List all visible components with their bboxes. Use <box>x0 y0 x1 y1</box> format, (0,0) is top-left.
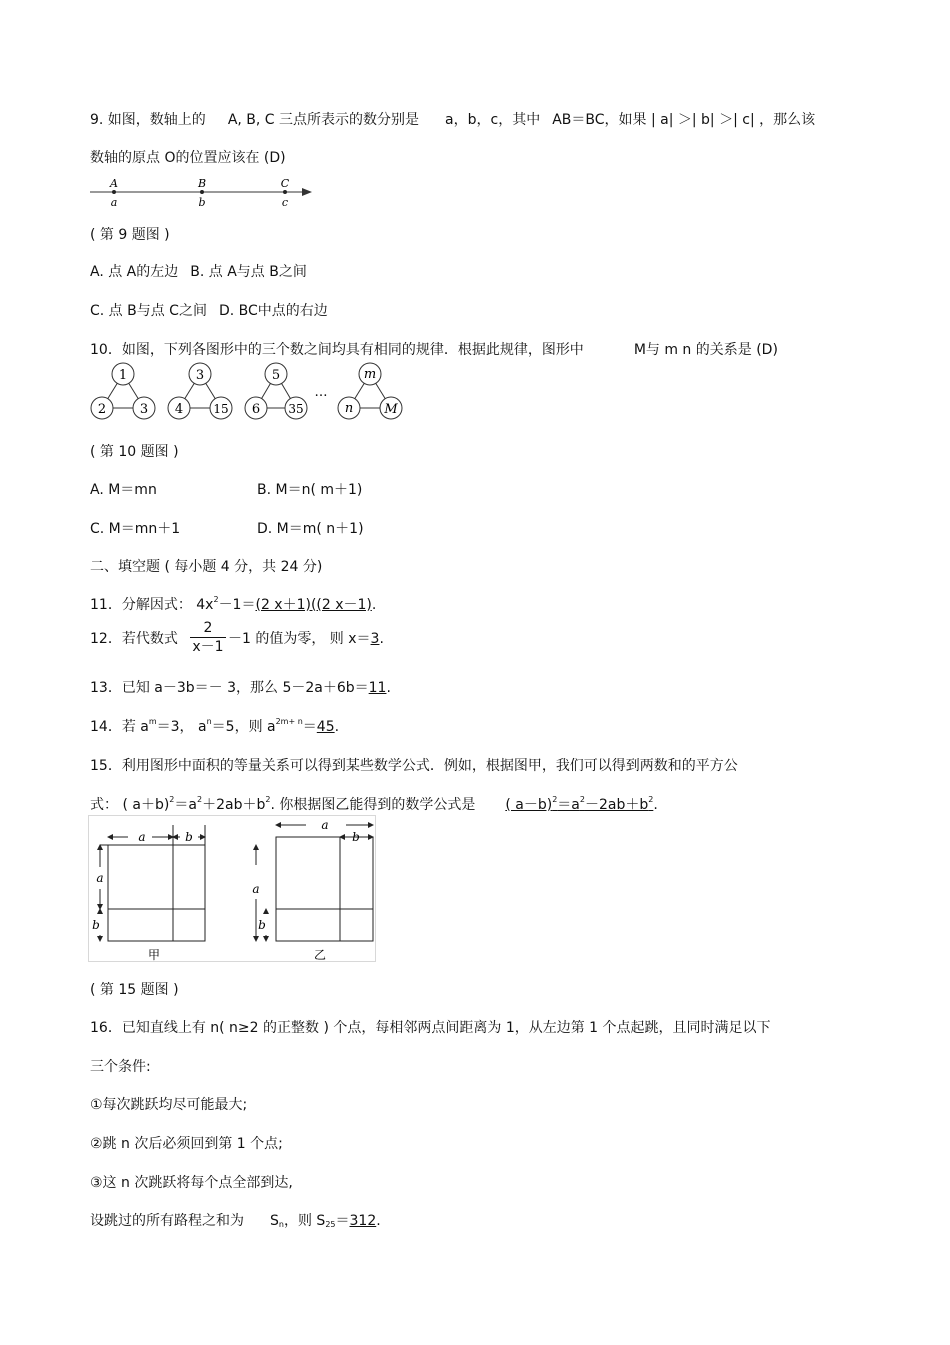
q16-l6b-sub: n <box>278 1220 284 1229</box>
q10-text-b: M与 m n 的关系是 (D) <box>633 342 778 358</box>
yi-label-a-top: a <box>321 818 329 832</box>
q10-figure-4 <box>338 363 402 419</box>
q14-suffix: . <box>334 719 340 735</box>
q10-figure-3 <box>245 363 307 419</box>
q16-suffix: . <box>376 1213 381 1229</box>
q15-caption: ( 第 15 题图 ) <box>90 982 179 998</box>
q11-mid: －1＝ <box>218 597 256 613</box>
q12-numerator: 2 <box>203 620 213 636</box>
q10-text <box>90 340 778 360</box>
fig1-top: 1 <box>118 368 128 383</box>
q16-line2: 三个条件: <box>90 1059 151 1075</box>
figure-jia <box>92 825 205 962</box>
fig3-left: 6 <box>251 402 261 417</box>
q11-prefix: 11．分解因式： 4x <box>90 597 214 613</box>
fig1-left: 2 <box>97 402 107 417</box>
jia-label-a-top: a <box>138 830 146 844</box>
q15-answer <box>505 797 653 813</box>
value-label-b: b <box>198 196 206 209</box>
q12-suffix: . <box>379 631 384 647</box>
fig3-top: 5 <box>271 368 281 383</box>
q15-figure <box>88 815 378 965</box>
q10-option-d: D. M＝m( n＋1) <box>257 521 364 537</box>
q15-l2b: ＝a <box>174 797 197 813</box>
value-label-c: c <box>281 196 289 209</box>
q13-suffix: . <box>386 680 391 696</box>
q13-prefix: 13．已知 a－3b＝－ 3，那么 5－2a＋6b＝ <box>90 680 369 696</box>
q14-s1: m <box>148 717 157 726</box>
q15-l2a: 式： ( a＋b) <box>90 797 170 813</box>
q16-line1: 16．已知直线上有 n( n≥2 的正整数 ) 个点，每相邻两点间距离为 1，从左边第 1 个点起跳，且同时满足以下 <box>90 1020 771 1036</box>
q16-condition-2: ②跳 n 次后必须回到第 1 个点; <box>90 1136 283 1152</box>
q10-figure-2 <box>168 363 232 419</box>
q9-text-a: 9. 如图，数轴上的 <box>90 112 206 128</box>
yi-label-b-left: b <box>258 918 266 932</box>
figure-yi <box>252 818 373 962</box>
point-a-dot <box>112 190 116 194</box>
q15-ans-sup-3: 2 <box>648 795 654 804</box>
q16-l6b: S <box>270 1213 279 1229</box>
q9-option-b: B. 点 A与点 B之间 <box>190 264 307 280</box>
q15-sup-2: 2 <box>196 795 203 804</box>
q12-fraction <box>190 619 226 656</box>
fig2-right: 15 <box>213 402 229 416</box>
q12-mid: －1 的值为零， 则 x＝ <box>228 631 371 647</box>
q14-s3: 2m+ n <box>275 717 303 726</box>
q15-line2 <box>90 795 658 815</box>
fig4-left: n <box>344 401 354 416</box>
q12-rest <box>228 629 384 649</box>
q10-figure-1 <box>91 363 155 419</box>
point-b-dot <box>200 190 204 194</box>
point-label-a: A <box>110 177 118 190</box>
point-c-dot <box>283 190 287 194</box>
q9-options-ab <box>90 262 307 282</box>
fig1-right: 3 <box>139 402 149 417</box>
q15-ans-sup-1: 2 <box>552 795 558 804</box>
point-label-b: B <box>197 177 207 190</box>
q9-line1 <box>90 110 815 130</box>
q15-sup-3: 2 <box>265 795 271 804</box>
yi-label-b-top: b <box>352 830 360 844</box>
yi-caption: 乙 <box>313 948 327 962</box>
q16-condition-3: ③这 n 次跳跃将每个点全部到达, <box>90 1175 293 1191</box>
q9-option-c: C. 点 B与点 C之间 <box>90 303 207 319</box>
q10-caption: ( 第 10 题图 ) <box>90 444 179 460</box>
q16-condition-1: ①每次跳跃均尽可能最大; <box>90 1097 248 1113</box>
q9-caption: ( 第 9 题图 ) <box>90 227 170 243</box>
jia-label-b-left: b <box>92 918 100 932</box>
q14-s2: n <box>206 717 212 726</box>
q10-ellipsis: … <box>314 385 328 400</box>
q16-l6d: ＝ <box>335 1213 350 1229</box>
q16-line6 <box>90 1211 381 1231</box>
q15-ans-sup-2: 2 <box>579 795 585 804</box>
q9-option-d: D. BC中点的右边 <box>218 303 328 319</box>
q15-l2d: . 你根据图乙能得到的数学公式是 <box>270 797 476 813</box>
q11-sup: 2 <box>213 595 219 604</box>
fig2-left: 4 <box>174 402 184 417</box>
q10-option-a: A. M＝mn <box>90 482 157 498</box>
q15-ans-c: －2ab＋b <box>584 797 649 813</box>
q15-l2c: ＋2ab＋b <box>202 797 266 813</box>
q15-ans-b: ＝a <box>557 797 580 813</box>
q9-line2: 数轴的原点 O的位置应该在 (D) <box>90 150 286 166</box>
q10-figures <box>88 362 408 422</box>
q13-answer: 11 <box>368 680 387 696</box>
q9-text-c: a，b，c，其中 <box>445 112 541 128</box>
q14-p3: ＝5，则 a <box>211 719 276 735</box>
q14 <box>90 717 339 737</box>
fig3-right: 35 <box>288 402 304 416</box>
point-label-c: C <box>280 177 290 190</box>
q16-l6a: 设跳过的所有路程之和为 <box>90 1213 244 1229</box>
fig2-top: 3 <box>195 368 205 383</box>
q12-answer: 3 <box>370 631 380 647</box>
section-heading-fill-in: 二、填空题 ( 每小题 4 分，共 24 分) <box>90 559 323 575</box>
q11 <box>90 595 376 615</box>
q14-p2: ＝3， a <box>156 719 207 735</box>
yi-label-a-left: a <box>252 882 260 896</box>
q11-suffix: . <box>371 597 377 613</box>
value-label-a: a <box>110 196 118 209</box>
q12-prefix: 12．若代数式 <box>90 631 178 647</box>
q9-option-a: A. 点 A的左边 <box>90 264 179 280</box>
q15-suffix: . <box>653 797 658 813</box>
q10-option-b: B. M＝n( m＋1) <box>257 482 363 498</box>
q9-options-cd <box>90 301 328 321</box>
jia-label-a-left: a <box>96 871 104 885</box>
q16-l6c: ，则 S <box>283 1213 326 1229</box>
jia-label-b-top: b <box>185 830 193 844</box>
q14-p4: ＝ <box>302 719 317 735</box>
fig4-top: m <box>363 367 377 382</box>
q14-p1: 14．若 a <box>90 719 149 735</box>
q11-answer: (2 x＋1)((2 x－1) <box>255 597 372 613</box>
q16-answer: 312 <box>349 1213 377 1229</box>
q15-ans-a: ( a－b) <box>505 797 553 813</box>
q16-l6c-sub: 25 <box>325 1220 336 1229</box>
q9-text-b: A, B, C 三点所表示的数分别是 <box>227 112 420 128</box>
q10-text-a: 10．如图，下列各图形中的三个数之间均具有相同的规律．根据此规律，图形中 <box>90 342 584 358</box>
q13 <box>90 678 391 698</box>
q12-denominator: x－1 <box>192 639 224 655</box>
q9-text-d: AB＝BC，如果 | a| ＞| b| ＞| c| ，那么该 <box>552 112 816 128</box>
q14-answer: 45 <box>316 719 335 735</box>
q15-line1: 15．利用图形中面积的等量关系可以得到某些数学公式．例如，根据图甲，我们可以得到两数和的平方公 <box>90 758 738 774</box>
jia-caption: 甲 <box>147 948 161 962</box>
q15-sup-1: 2 <box>169 795 175 804</box>
q10-option-c: C. M＝mn＋1 <box>90 521 181 537</box>
fig4-right: M <box>384 402 398 417</box>
q9-number-line <box>90 176 312 210</box>
